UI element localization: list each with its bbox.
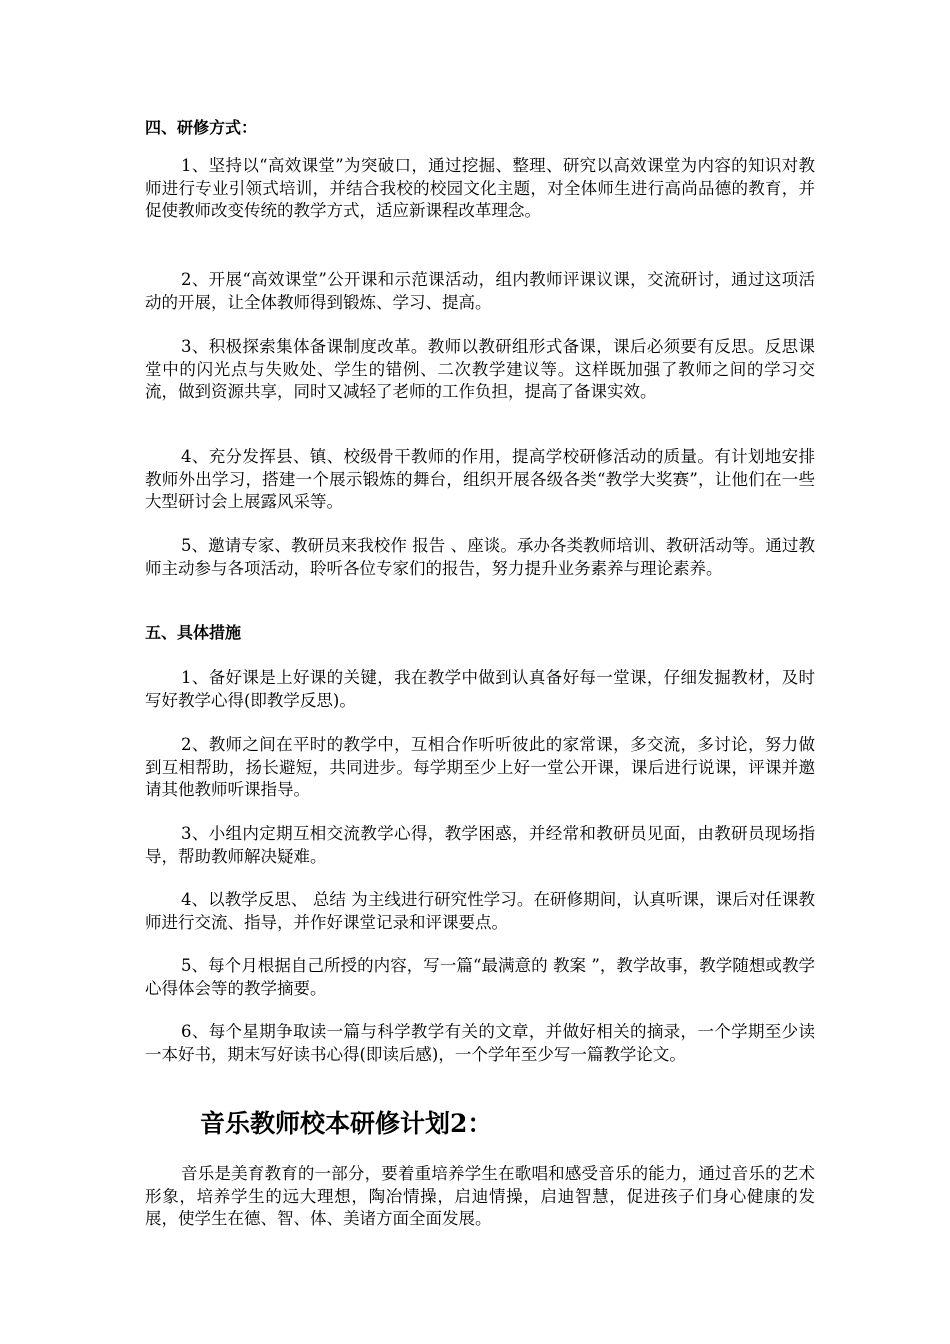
document-title: 音乐教师校本研修计划2： (200, 1109, 493, 1138)
paragraph: 5、邀请专家、教研员来我校作 报告 、座谈。承办各类教师培训、教研活动等。通过教师主动参与各项活动，聆听各位专家们的报告，努力提升业务素养与理论素养。 (145, 536, 815, 578)
paragraph: 1、备好课是上好课的关键，我在教学中做到认真备好每一堂课，仔细发掘教材，及时写好教学心得(即教学反思)。 (145, 668, 815, 710)
paragraph: 4、以教学反思、 总结 为主线进行研究性学习。在研修期间，认真听课，课后对任课教师进行交流、指导，并作好课堂记录和评课要点。 (145, 890, 815, 932)
section-heading-methods: 四、研修方式： (145, 118, 258, 137)
section-heading-measures: 五、具体措施 (145, 623, 242, 642)
paragraph: 4、充分发挥县、镇、校级骨干教师的作用，提高学校研修活动的质量。有计划地安排教师外出学习，搭建一个展示锻炼的舞台，组织开展各级各类“教学大奖赛”，让他们在一些大型研讨会上展露风采等。 (145, 447, 815, 511)
paragraph: 2、开展“高效课堂”公开课和示范课活动，组内教师评课议课，交流研讨，通过这项活动的开展，让全体教师得到锻炼、学习、提高。 (145, 270, 815, 312)
paragraph: 1、坚持以“高效课堂”为突破口，通过挖掘、整理、研究以高效课堂为内容的知识对教师进行专业引领式培训，并结合我校的校园文化主题，对全体师生进行高尚品德的教育，并促使教师改变传统的教学方式，适应新课程改革理念。 (145, 156, 815, 220)
paragraph: 5、每个月根据自己所授的内容，写一篇“最满意的 教案 ”，教学故事，教学随想或教学心得体会等的教学摘要。 (145, 956, 815, 998)
paragraph: 3、积极探索集体备课制度改革。教师以教研组形式备课，课后必须要有反思。反思课堂中的闪光点与失败处、学生的错例、二次教学建议等。这样既加强了教师之间的学习交流，做到资源共享，同时又减轻了老师的工作负担，提高了备课实效。 (145, 337, 815, 401)
paragraph: 音乐是美育教育的一部分，要着重培养学生在歌唱和感受音乐的能力，通过音乐的艺术形象，培养学生的远大理想，陶冶情操，启迪情操，启迪智慧，促进孩子们身心健康的发展，使学生在德、智、体、美诸方面全面发展。 (145, 1164, 815, 1228)
paragraph: 6、每个星期争取读一篇与科学教学有关的文章，并做好相关的摘录，一个学期至少读一本好书，期末写好读书心得(即读后感)，一个学年至少写一篇教学论文。 (145, 1022, 815, 1064)
paragraph: 3、小组内定期互相交流教学心得，教学困惑，并经常和教研员见面，由教研员现场指导，帮助教师解决疑难。 (145, 824, 815, 866)
paragraph: 2、教师之间在平时的教学中，互相合作听听彼此的家常课，多交流，多讨论，努力做到互相帮助，扬长避短，共同进步。每学期至少上好一堂公开课，课后进行说课，评课并邀请其他教师听课指导。 (145, 735, 815, 799)
